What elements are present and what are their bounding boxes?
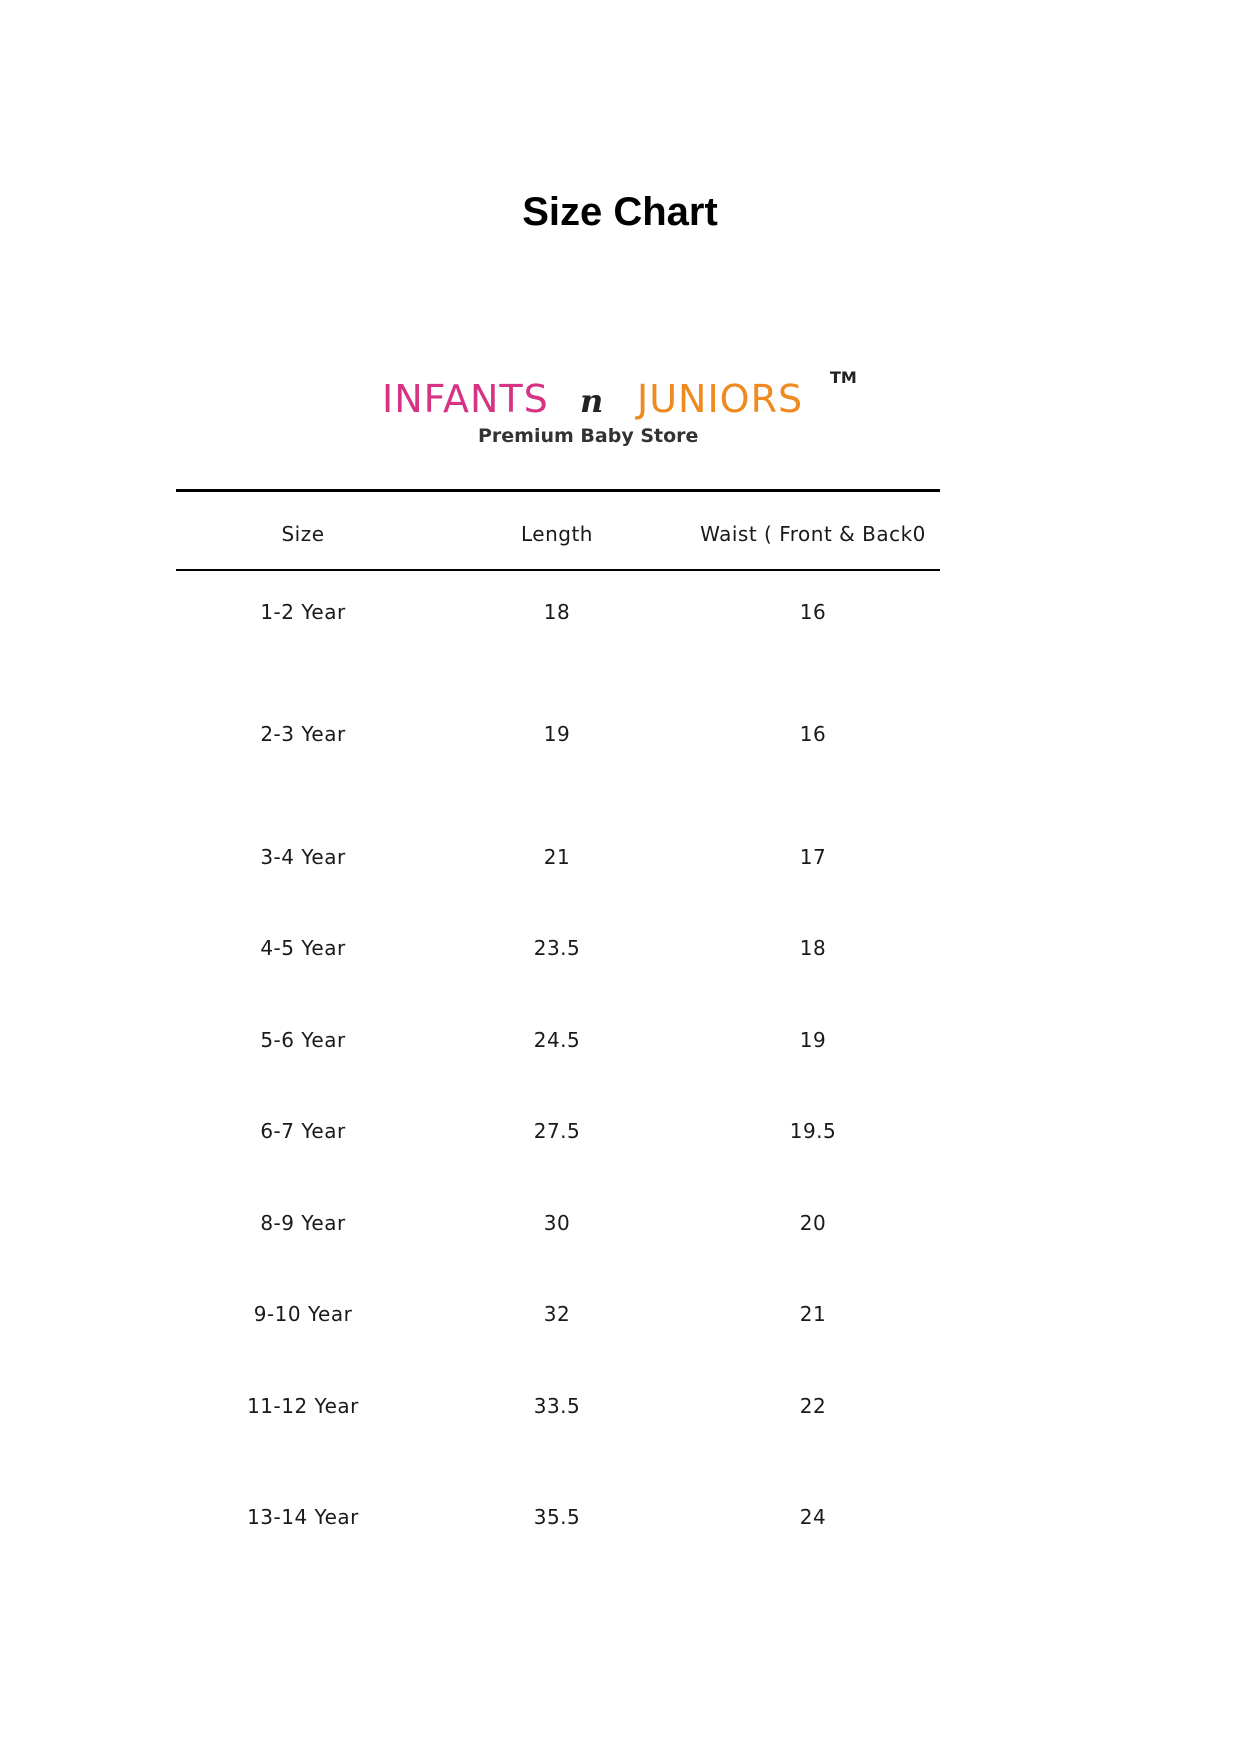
- cell-length: 32: [543, 1302, 571, 1326]
- cell-waist: 21: [799, 1302, 827, 1326]
- cell-waist: 22: [799, 1394, 827, 1418]
- cell-waist: 19.5: [789, 1119, 837, 1143]
- cell-waist: 18: [799, 936, 827, 960]
- cell-length: 21: [543, 845, 571, 869]
- logo-word-infants: INFANTS: [382, 377, 549, 421]
- cell-size: 11-12 Year: [247, 1394, 359, 1418]
- logo-connector: n: [580, 382, 604, 420]
- cell-length: 18: [543, 600, 571, 624]
- cell-length: 33.5: [533, 1394, 581, 1418]
- cell-length: 27.5: [533, 1119, 581, 1143]
- header-size: Size: [281, 522, 325, 546]
- cell-size: 3-4 Year: [260, 845, 346, 869]
- cell-size: 8-9 Year: [260, 1211, 346, 1235]
- cell-waist: 16: [799, 600, 827, 624]
- cell-waist: 20: [799, 1211, 827, 1235]
- cell-length: 35.5: [533, 1505, 581, 1529]
- cell-size: 13-14 Year: [247, 1505, 359, 1529]
- header-waist: Waist ( Front & Back0: [700, 522, 926, 546]
- cell-length: 24.5: [533, 1028, 581, 1052]
- cell-waist: 19: [799, 1028, 827, 1052]
- cell-waist: 16: [799, 722, 827, 746]
- page-title: Size Chart: [522, 190, 718, 234]
- logo-trademark: TM: [830, 368, 857, 387]
- cell-size: 9-10 Year: [253, 1302, 353, 1326]
- header-length: Length: [521, 522, 593, 546]
- logo-word-juniors: JUNIORS: [637, 377, 804, 421]
- cell-size: 2-3 Year: [260, 722, 346, 746]
- cell-length: 19: [543, 722, 571, 746]
- table-header-rule: [176, 569, 940, 571]
- cell-size: 1-2 Year: [260, 600, 346, 624]
- cell-size: 6-7 Year: [260, 1119, 346, 1143]
- cell-size: 4-5 Year: [260, 936, 346, 960]
- cell-waist: 17: [799, 845, 827, 869]
- brand-logo: [382, 362, 862, 452]
- cell-length: 23.5: [533, 936, 581, 960]
- table-top-rule: [176, 489, 940, 492]
- cell-length: 30: [543, 1211, 571, 1235]
- cell-size: 5-6 Year: [260, 1028, 346, 1052]
- logo-tagline: Premium Baby Store: [478, 425, 699, 447]
- cell-waist: 24: [799, 1505, 827, 1529]
